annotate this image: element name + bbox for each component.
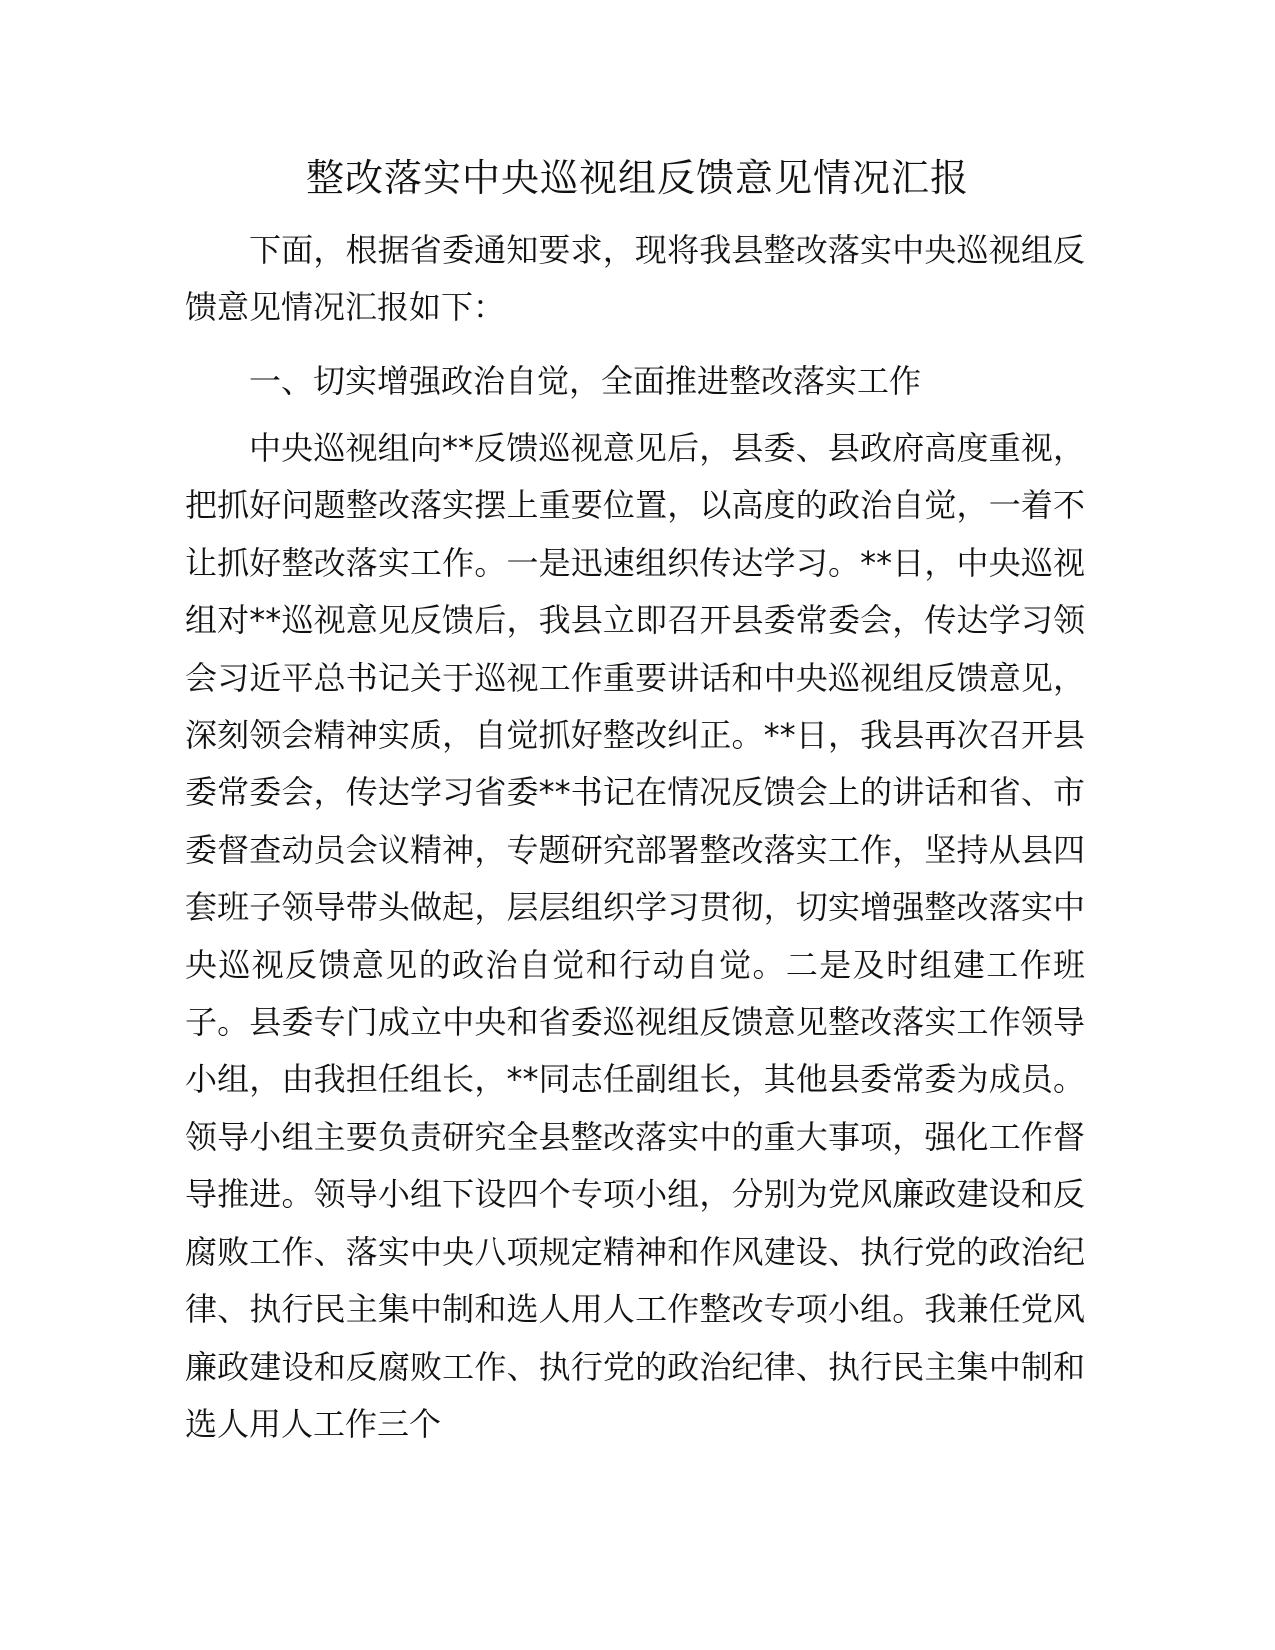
- document-title: 整改落实中央巡视组反馈意见情况汇报: [305, 156, 969, 200]
- section-heading: 一、切实增强政治自觉，全面推进整改落实工作: [249, 362, 922, 400]
- section-body-paragraph: 中央巡视组向**反馈巡视意见后，县委、县政府高度重视，把抓好问题整改落实摆上重要位置，以高度的政治自觉，一着不让抓好整改落实工作。一是迅速组织传达学习。**日，中央巡视组对**巡视意见反馈后，我县立即召开县委常委会，传达学习领会习近平总书记关于巡视工作重要讲话和中央巡视组反馈意见，深刻领会精神实质，自觉抓好整改纠正。**日，我县再次召开县委常委会，传达学习省委**书记在情况反馈会上的讲话和省、市委督查动员会议精神，专题研究部署整改落实工作，坚持从县四套班子领导带头做起，层层组织学习贯彻，切实增强整改落实中央巡视反馈意见的政治自觉和行动自觉。二是及时组建工作班子。县委专门成立中央和省委巡视组反馈意见整改落实工作领导小组，由我担任组长，**同志任副组长，其他县委常委为成员。领导小组主要负责研究全县整改落实中的重大事项，强化工作督导推进。领导小组下设四个专项小组，分别为党风廉政建设和反腐败工作、落实中央八项规定精神和作风建设、执行党的政治纪律、执行民主集中制和选人用人工作整改专项小组。我兼任党风廉政建设和反腐败工作、执行党的政治纪律、执行民主集中制和选人用人工作三个: [185, 429, 1085, 1443]
- intro-paragraph: 下面，根据省委通知要求，现将我县整改落实中央巡视组反馈意见情况汇报如下：: [185, 231, 1085, 327]
